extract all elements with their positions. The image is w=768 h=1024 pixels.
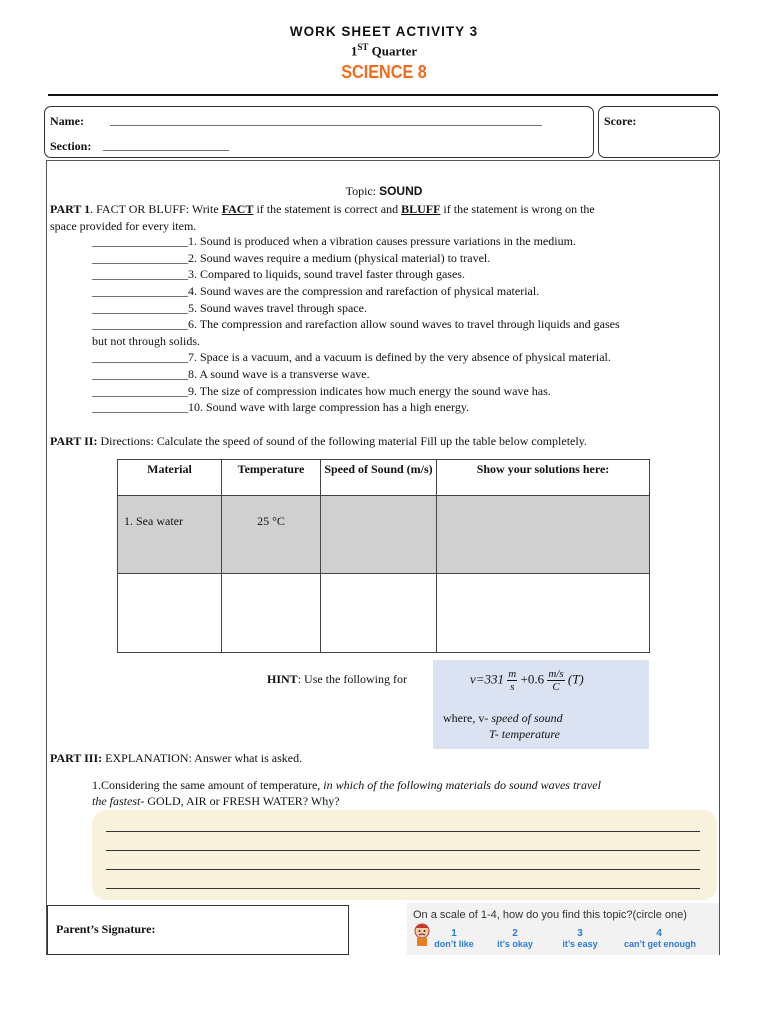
item-text: 8. A sound wave is a transverse wave.: [188, 367, 370, 381]
answer-cell[interactable]: [321, 574, 437, 653]
answer-line[interactable]: [106, 869, 700, 870]
part2-text: Directions: Calculate the speed of sound of the following material Fill up the table below completely.: [97, 434, 587, 448]
hint-text: : Use the following for: [297, 672, 407, 686]
item-continuation: but not through solids.: [92, 334, 201, 348]
speed-of-sound-table: [117, 459, 650, 653]
score-label: Score:: [604, 114, 637, 128]
answer-line[interactable]: [106, 888, 700, 889]
col-header-speed: Speed of Sound (m/s): [321, 460, 437, 496]
rating-option-1-label[interactable]: don’t like: [434, 939, 474, 949]
frac1-denominator: s: [510, 681, 515, 693]
rating-option-3-number[interactable]: 3: [577, 928, 583, 939]
question-part-d: - GOLD, AIR or FRESH WATER? Why?: [140, 794, 340, 808]
question-part-c: the fastest: [92, 794, 141, 808]
question-part-a: Considering the same amount of temperature,: [101, 778, 324, 792]
section-field[interactable]: _____________________: [103, 138, 229, 152]
item-text: 2. Sound waves require a medium (physical material) to travel.: [188, 251, 491, 265]
item-text: 3. Compared to liquids, sound travel faster through gases.: [188, 267, 465, 281]
part1-heading: PART 1: [50, 202, 91, 216]
topic-value: SOUND: [379, 184, 423, 198]
table-row: [118, 574, 650, 653]
question-part-b: in which of the following materials do sound waves travel: [323, 778, 601, 792]
answer-blank[interactable]: ________________: [92, 350, 188, 364]
frac2-numerator: m/s: [548, 668, 564, 680]
topic-label: Topic:: [345, 184, 377, 198]
quarter-word: Quarter: [371, 43, 418, 59]
answer-line[interactable]: [106, 850, 700, 851]
rating-option-2-number[interactable]: 2: [512, 928, 518, 939]
answer-cell[interactable]: [321, 496, 437, 574]
table-cell: 25 °C: [222, 496, 321, 574]
question-number: 1.: [92, 778, 101, 792]
part1-instructions-cont: space provided for every item.: [50, 219, 197, 233]
answer-area[interactable]: [92, 810, 717, 900]
answer-line[interactable]: [106, 831, 700, 832]
formula-plus: +0.6: [520, 671, 545, 687]
hint-line: [267, 671, 407, 688]
rating-option-4-label[interactable]: can’t get enough: [624, 939, 696, 949]
list-item: [92, 400, 469, 415]
part2-directions: [50, 433, 587, 450]
quarter-number: 1: [350, 43, 358, 59]
answer-blank[interactable]: ________________: [92, 367, 188, 381]
answer-blank[interactable]: ________________: [92, 267, 188, 281]
formula-fraction-1: [507, 668, 517, 693]
part3-text: EXPLANATION: Answer what is asked.: [102, 751, 303, 765]
list-item: [92, 367, 370, 382]
item-text: 7. Space is a vacuum, and a vacuum is defined by the very absence of physical material.: [188, 350, 611, 364]
part1-intro-c: if the statement is wrong on the: [440, 202, 595, 216]
where-speed: speed of sound: [491, 711, 563, 725]
col-header-solutions: Show your solutions here:: [437, 460, 650, 496]
list-item: [92, 350, 611, 365]
list-item: [92, 284, 539, 299]
name-field[interactable]: ________________________________________________________________________: [110, 113, 542, 127]
answer-blank[interactable]: ________________: [92, 251, 188, 265]
item-text: 1. Sound is produced when a vibration causes pressure variations in the medium.: [188, 234, 576, 248]
formula-tail: (T): [567, 671, 584, 687]
item-text: 4. Sound waves are the compression and rarefaction of physical material.: [188, 284, 540, 298]
col-header-material: Material: [118, 460, 222, 496]
formula-legend-t: T- temperature: [489, 727, 560, 741]
list-item: [92, 267, 465, 282]
item-text: 9. The size of compression indicates how much energy the sound wave has.: [188, 384, 551, 398]
frac1-numerator: m: [508, 668, 517, 680]
list-item: [92, 234, 576, 249]
formula-legend-v: [443, 710, 563, 727]
quarter-label: [0, 42, 768, 59]
fact-keyword: FACT: [221, 202, 254, 216]
solution-cell[interactable]: [437, 496, 650, 574]
table-cell[interactable]: [222, 574, 321, 653]
table-row: [118, 496, 650, 574]
part1-intro-b: if the statement is correct and: [253, 202, 402, 216]
part2-heading: PART II:: [50, 434, 98, 448]
formula-lhs: v=331: [470, 671, 505, 687]
question-1: [92, 777, 601, 794]
header-divider: [48, 94, 718, 96]
rating-option-2-label[interactable]: it’s okay: [497, 939, 533, 949]
topic-line: [0, 184, 768, 199]
answer-blank[interactable]: ________________: [92, 384, 188, 398]
part1-instructions: [50, 201, 714, 218]
list-item: [92, 301, 367, 316]
answer-blank[interactable]: ________________: [92, 301, 188, 315]
item-text: 5. Sound waves travel through space.: [188, 301, 367, 315]
list-item: [92, 317, 620, 332]
frac2-denominator: C: [552, 681, 560, 693]
parent-signature-label: Parent’s Signature:: [56, 922, 156, 936]
section-label: Section:: [50, 139, 92, 153]
answer-blank[interactable]: ________________: [92, 400, 188, 414]
table-cell[interactable]: [118, 574, 222, 653]
rating-question: On a scale of 1-4, how do you find this topic?(circle one): [413, 909, 687, 921]
part3-heading-line: [50, 750, 302, 767]
part1-intro-a: . FACT OR BLUFF: Write: [90, 202, 222, 216]
rating-option-4-number[interactable]: 4: [656, 928, 662, 939]
question-1-cont: [92, 793, 340, 810]
where-label: where, v-: [443, 711, 492, 725]
speed-formula: [470, 668, 584, 693]
table-cell: 1. Sea water: [118, 496, 222, 574]
item-text: 6. The compression and rarefaction allow sound waves to travel through liquids and gases: [188, 317, 620, 331]
quarter-superscript: ST: [357, 42, 369, 52]
bluff-keyword: BLUFF: [401, 202, 441, 216]
col-header-temperature: Temperature: [222, 460, 321, 496]
solution-cell[interactable]: [437, 574, 650, 653]
subject-title: SCIENCE 8: [341, 62, 427, 82]
answer-blank[interactable]: ________________: [92, 317, 188, 331]
list-item: [92, 384, 551, 399]
name-label: Name:: [50, 114, 84, 128]
hint-label: HINT: [267, 672, 298, 686]
answer-blank[interactable]: ________________: [92, 234, 188, 248]
formula-fraction-2: [547, 668, 564, 693]
list-item: [92, 251, 490, 266]
item-text: 10. Sound wave with large compression has a high energy.: [188, 400, 470, 414]
rating-option-1-number[interactable]: 1: [451, 928, 457, 939]
worksheet-title: WORK SHEET ACTIVITY 3: [289, 24, 479, 39]
answer-blank[interactable]: ________________: [92, 284, 188, 298]
rating-option-3-label[interactable]: it’s easy: [562, 939, 598, 949]
part3-heading: PART III:: [50, 751, 103, 765]
